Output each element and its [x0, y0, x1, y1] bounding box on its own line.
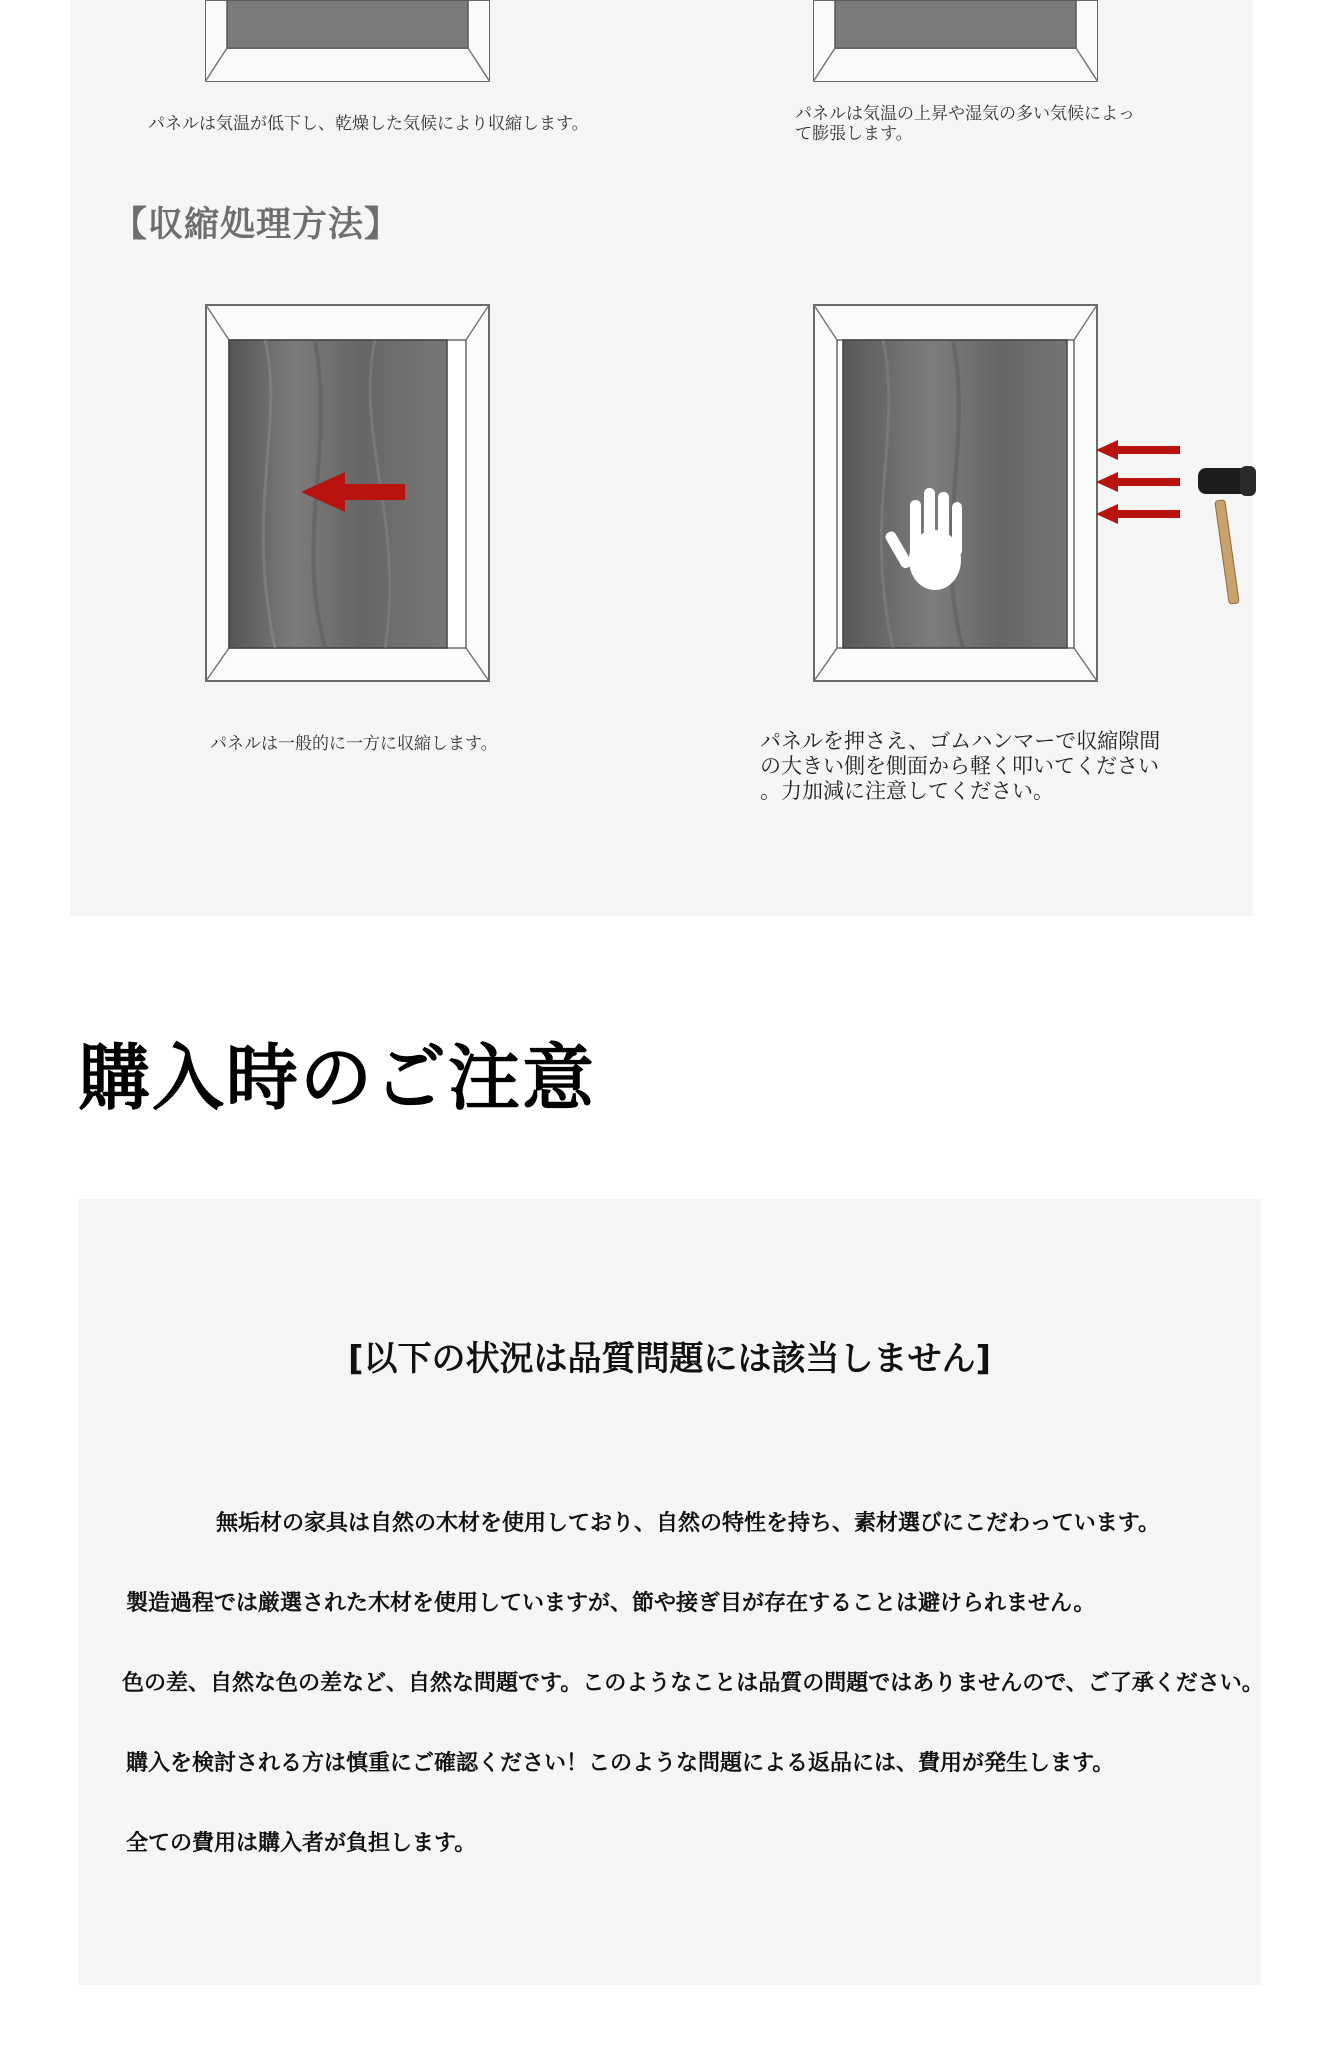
caption-expand-line2: て膨張します。 [795, 124, 913, 144]
frame-expand-diagram [813, 0, 1098, 82]
notice-paragraph: 製造過程では厳選された木材を使用していますが、節や接ぎ目が存在することは避けられません。 [126, 1591, 1096, 1616]
hammer-tap-diagram [813, 304, 1098, 682]
hammer-icon [1196, 460, 1260, 608]
caption-one-side: パネルは一般的に一方に収縮します。 [210, 734, 498, 754]
caption-shrink: パネルは気温が低下し、乾燥した気候により収縮します。 [148, 114, 589, 134]
caption-hammer-line1: パネルを押さえ、ゴムハンマーで収縮隙間 [760, 729, 1161, 753]
notice-title: 購入時のご注意 [78, 1036, 597, 1120]
notice-paragraph-wrap [122, 1666, 1324, 1697]
notice-paragraph: 無垢材の家具は自然の木材を使用しており、自然の特性を持ち、素材選びにこだわっています。 [216, 1511, 1161, 1536]
caption-hammer-line3: 。力加減に注意してください。 [760, 779, 1054, 803]
one-side-shrink-diagram [205, 304, 490, 682]
notice-paragraph: 色の差、自然な色の差など、自然な問題です。このようなことは品質の問題ではありませんので、ご了承ください。 [122, 1671, 1264, 1696]
caption-hammer-line2: の大きい側を側面から軽く叩いてください [760, 754, 1159, 778]
frame-shrink-diagram [205, 0, 490, 82]
notice-paragraph: 全ての費用は購入者が負担します。 [126, 1831, 477, 1856]
notice-subtitle: [以下の状況は品質問題には該当しません] [347, 1339, 992, 1379]
push-arrows-icon [1096, 440, 1180, 524]
method-heading: 【収縮処理方法】 [112, 205, 401, 245]
caption-expand-line1: パネルは気温の上昇や湿気の多い気候によっ [795, 104, 1135, 124]
notice-paragraph: 購入を検討される方は慎重にご確認ください！このような問題による返品には、費用が発生します。 [126, 1751, 1115, 1776]
